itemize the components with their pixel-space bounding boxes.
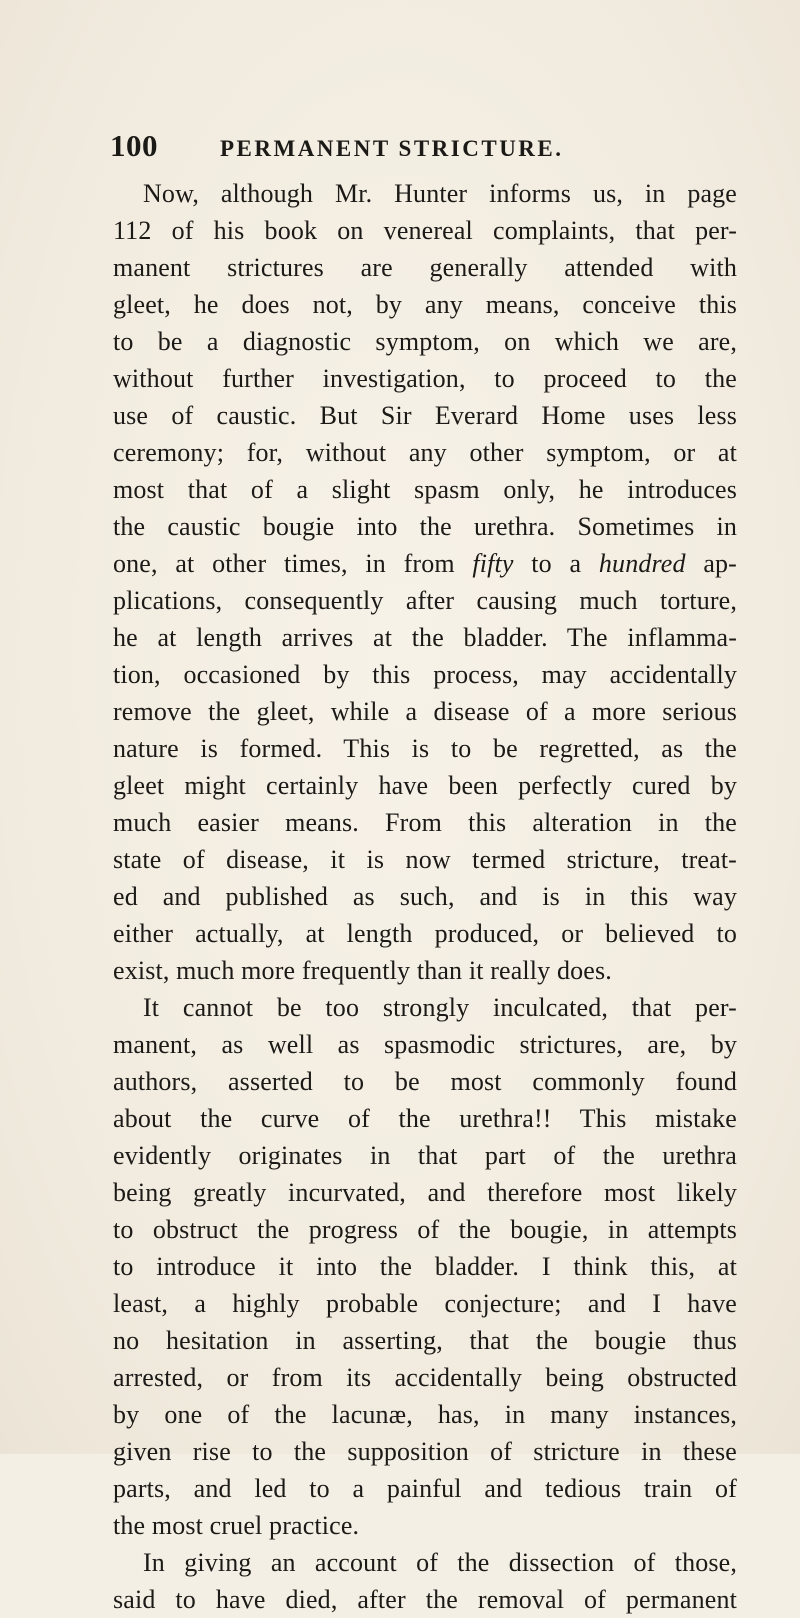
text-line: arrested, or from its accidentally being obstructed	[113, 1363, 737, 1392]
text-line: In giving an account of the dissection of those,	[143, 1548, 737, 1577]
text-line: Now, although Mr. Hunter informs us, in page	[143, 179, 737, 208]
text-line: either actually, at length produced, or believed to	[113, 919, 737, 948]
text-line: gleet, he does not, by any means, conceive this	[113, 290, 737, 319]
text-line: use of caustic. But Sir Everard Home uses less	[113, 401, 737, 430]
text-line: parts, and led to a painful and tedious train of	[113, 1474, 737, 1503]
text-line: It cannot be too strongly inculcated, that per-	[143, 993, 737, 1022]
text-line	[113, 545, 737, 582]
text-line: authors, asserted to be most commonly found	[113, 1067, 737, 1096]
text-segment: one, at other times, in from	[113, 549, 473, 578]
text-line: manent, as well as spasmodic strictures, are, by	[113, 1030, 737, 1059]
text-line: by one of the lacunæ, has, in many instances,	[113, 1400, 737, 1429]
text-line: tion, occasioned by this process, may accidentally	[113, 660, 737, 689]
text-line: to introduce it into the bladder. I think this, at	[113, 1252, 737, 1281]
text-segment: to a	[513, 549, 599, 578]
page-header	[110, 128, 730, 164]
italic-word: hundred	[598, 549, 686, 578]
text-line: 112 of his book on venereal complaints, that per-	[113, 216, 737, 245]
text-line: to be a diagnostic symptom, on which we are,	[113, 327, 737, 356]
text-line: most that of a slight spasm only, he introduces	[113, 475, 737, 504]
text-line: manent strictures are generally attended with	[113, 253, 737, 282]
text-line: without further investigation, to proceed to the	[113, 364, 737, 393]
text-line: nature is formed. This is to be regretted, as the	[113, 734, 737, 763]
text-line: ed and published as such, and is in this way	[113, 882, 737, 911]
text-line: evidently originates in that part of the urethra	[113, 1141, 737, 1170]
text-line: plications, consequently after causing much torture,	[113, 586, 737, 615]
text-line: about the curve of the urethra!! This mistake	[113, 1104, 737, 1133]
italic-word: fifty	[472, 549, 514, 578]
text-line: much easier means. From this alteration in the	[113, 808, 737, 837]
text-line: he at length arrives at the bladder. The inflamma-	[113, 623, 737, 652]
text-line: exist, much more frequently than it really does.	[113, 956, 612, 985]
text-line: to obstruct the progress of the bougie, in attempts	[113, 1215, 737, 1244]
text-line: ceremony; for, without any other symptom, or at	[113, 438, 737, 467]
text-segment: ap-	[685, 549, 737, 578]
text-line: no hesitation in asserting, that the bougie thus	[113, 1326, 737, 1355]
text-line: given rise to the supposition of stricture in these	[113, 1437, 737, 1466]
text-line: least, a highly probable conjecture; and I have	[113, 1289, 737, 1318]
running-title: PERMANENT STRICTURE.	[220, 136, 564, 161]
text-line: remove the gleet, while a disease of a more serious	[113, 697, 737, 726]
text-line: said to have died, after the removal of permanent	[113, 1585, 737, 1614]
body-text	[113, 175, 737, 1618]
page-number: 100	[110, 128, 158, 163]
text-line: the caustic bougie into the urethra. Sometimes in	[113, 512, 737, 541]
text-line: state of disease, it is now termed stricture, treat-	[113, 845, 737, 874]
text-line: being greatly incurvated, and therefore most likely	[113, 1178, 737, 1207]
text-line: the most cruel practice.	[113, 1511, 360, 1540]
text-line: gleet might certainly have been perfectly cured by	[113, 771, 737, 800]
